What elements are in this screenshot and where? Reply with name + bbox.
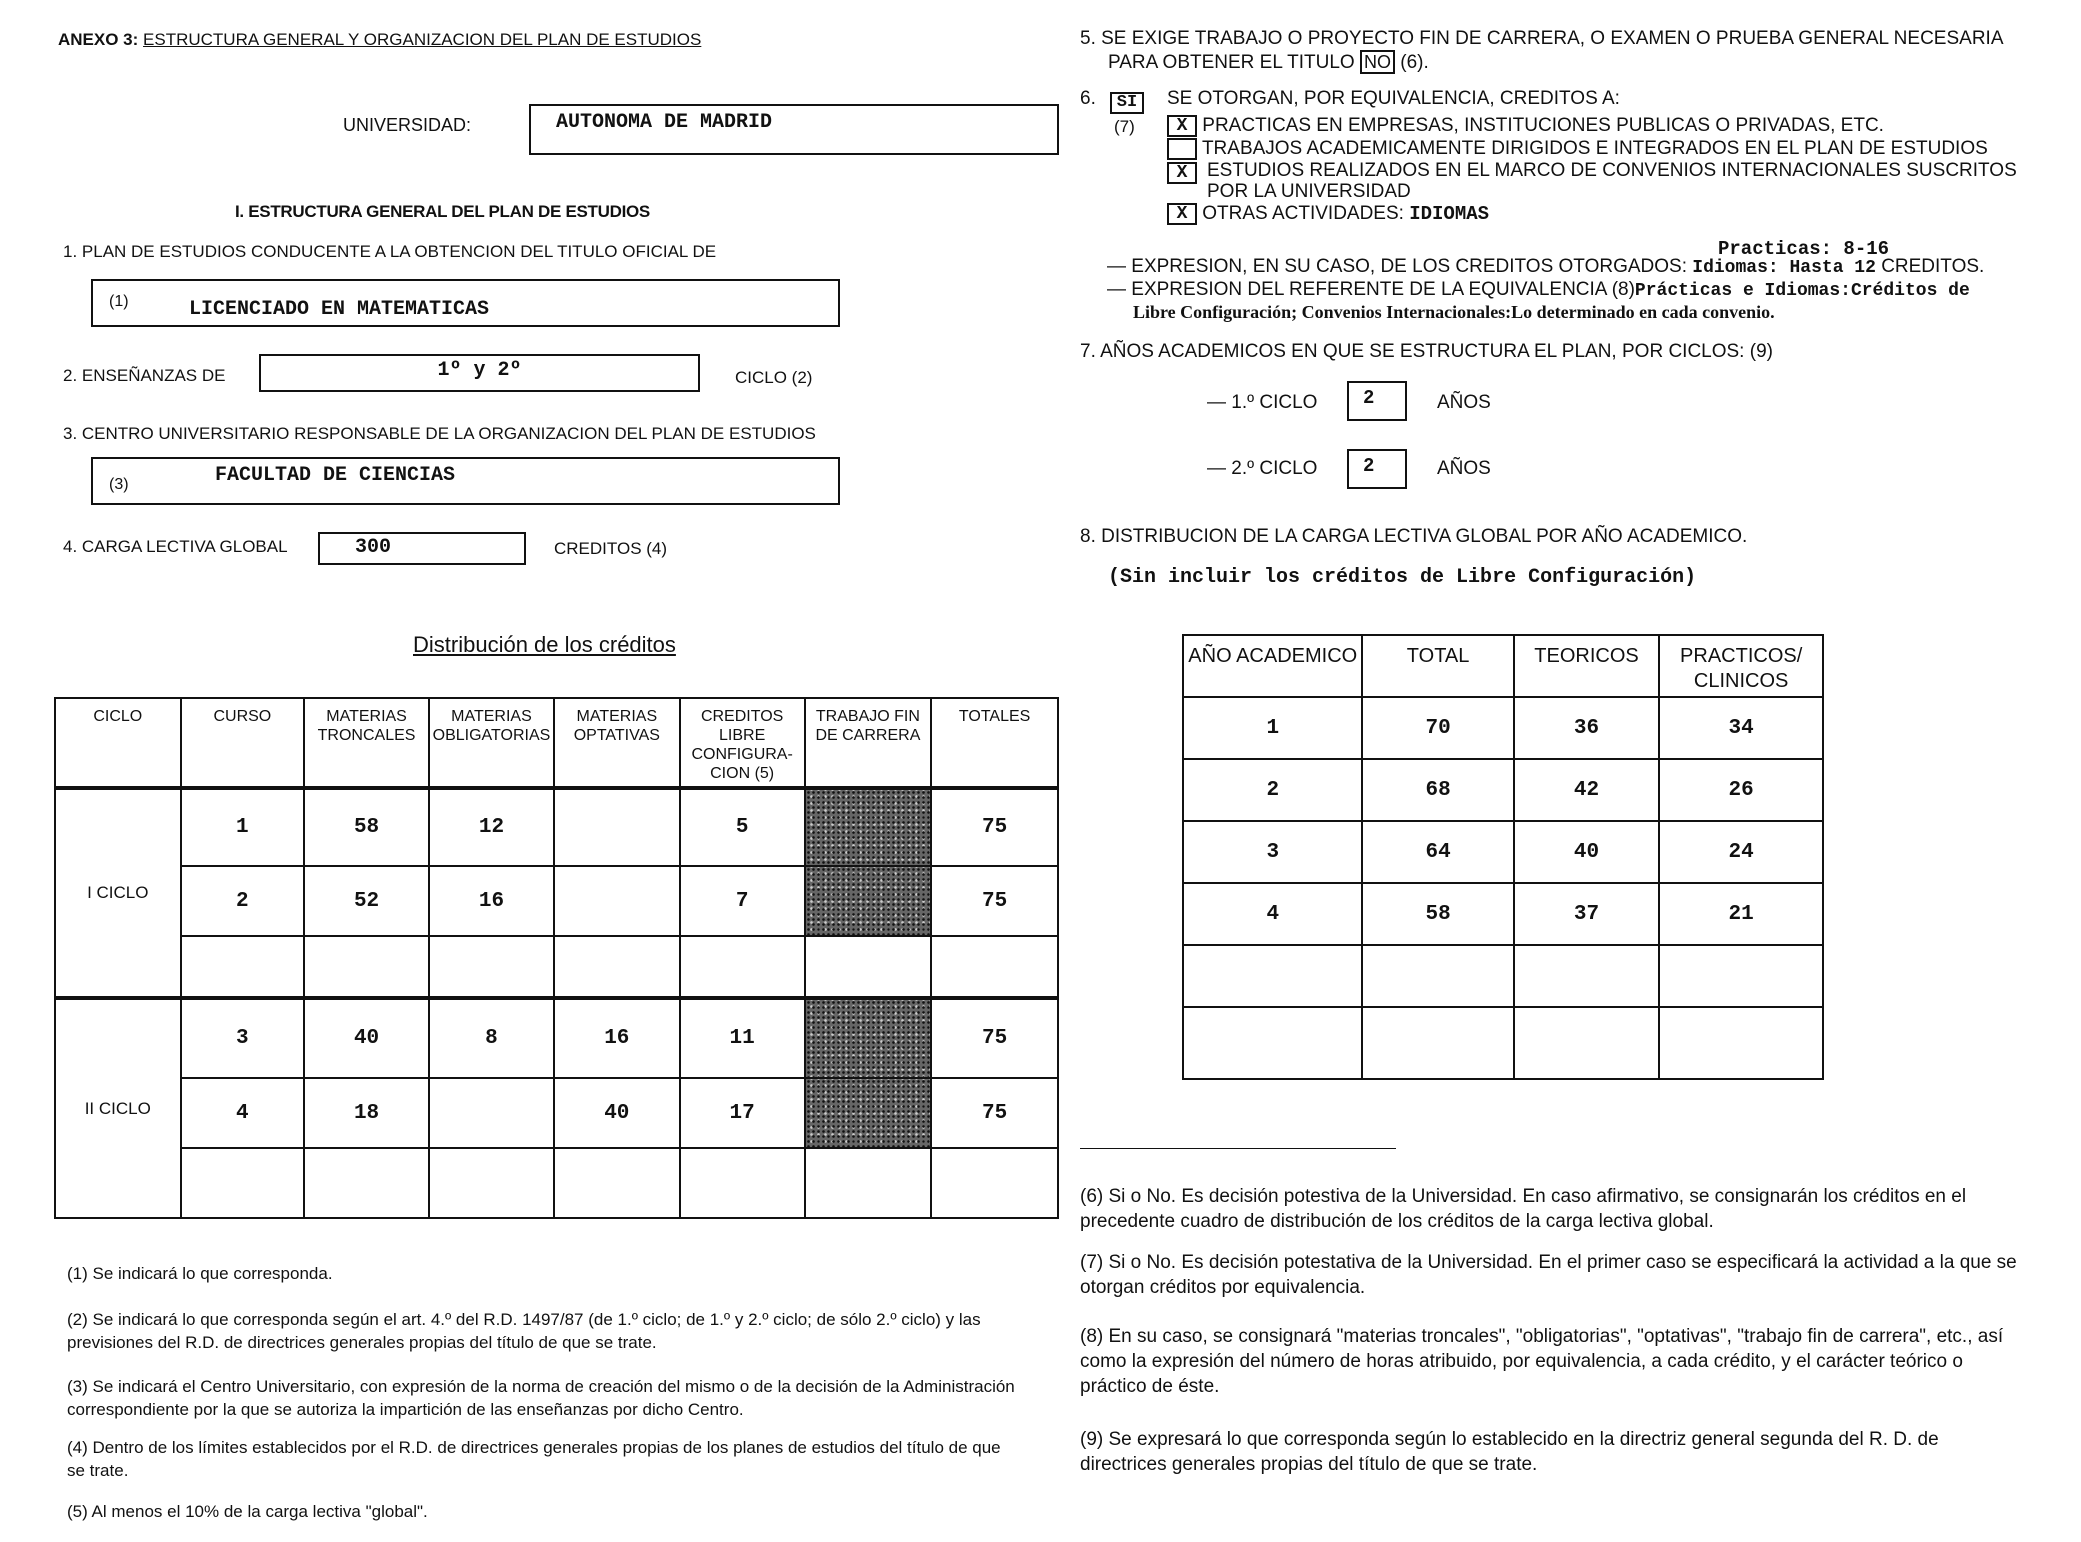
table-row bbox=[55, 788, 1058, 866]
annex-label: ANEXO 3: bbox=[58, 30, 139, 49]
footnote: (8) En su caso, se consignará "materias troncales", "obligatorias", "optativas", "trabajo fin de carrera", etc., así como la expresión del número de horas atribuido, por equivalencia, a cada crédito, y el carácter teórico o práctico de éste. bbox=[1080, 1326, 2004, 1397]
cell-troncales: 52 bbox=[304, 866, 429, 936]
col-header-obligatorias: MATERIAS OBLIGATORIAS bbox=[429, 698, 554, 788]
table-row bbox=[1183, 883, 1823, 945]
item5-ref: (6). bbox=[1400, 52, 1429, 73]
cell-year bbox=[1183, 1007, 1362, 1079]
footnote: (6) Si o No. Es decisión potestiva de la Universidad. En caso afirmativo, se consignarán los créditos en el precedente cuadro de distribución de los créditos de la carga lectiva global. bbox=[1080, 1186, 1967, 1232]
item5-line2 bbox=[1080, 50, 2004, 74]
option-text: TRABAJOS ACADEMICAMENTE DIRIGIDOS E INTEGRADOS EN EL PLAN DE ESTUDIOS bbox=[1201, 138, 1988, 159]
cell-optativas bbox=[554, 1148, 680, 1218]
col-header-practicos: PRACTICOS/ CLINICOS bbox=[1659, 635, 1823, 697]
item5-value: NO bbox=[1364, 52, 1391, 72]
section-title: I. ESTRUCTURA GENERAL DEL PLAN DE ESTUDIOS bbox=[235, 202, 650, 221]
ciclo1-value-box bbox=[1347, 381, 1407, 421]
cell-troncales: 58 bbox=[304, 788, 429, 866]
cell-practicos: 24 bbox=[1659, 821, 1823, 883]
cell-obligatorias: 12 bbox=[429, 788, 554, 866]
option-extra: IDIOMAS bbox=[1409, 203, 1490, 225]
col-header-totales: TOTALES bbox=[931, 698, 1058, 788]
item2-label: 2. ENSEÑANZAS DE bbox=[63, 366, 226, 385]
cell-optativas: 40 bbox=[554, 1078, 680, 1148]
footnote: (5) Al menos el 10% de la carga lectiva "global". bbox=[67, 1502, 428, 1521]
universidad-label: UNIVERSIDAD: bbox=[343, 115, 472, 135]
cell-obligatorias bbox=[429, 936, 554, 998]
item7-label: 7. AÑOS ACADEMICOS EN QUE SE ESTRUCTURA EL PLAN, POR CICLOS: (9) bbox=[1080, 341, 1773, 362]
cell-curso: 4 bbox=[181, 1078, 305, 1148]
option-otras bbox=[1167, 202, 2052, 226]
cell-obligatorias bbox=[429, 1078, 554, 1148]
universidad-field bbox=[529, 104, 1059, 155]
cell-totales: 75 bbox=[931, 788, 1058, 866]
cell-troncales: 18 bbox=[304, 1078, 429, 1148]
expr1-top: Practicas: 8-16 bbox=[1718, 238, 1890, 260]
table-row bbox=[55, 1148, 1058, 1218]
cell-troncales bbox=[304, 936, 429, 998]
cell-totales: 75 bbox=[931, 866, 1058, 936]
item1-label: 1. PLAN DE ESTUDIOS CONDUCENTE A LA OBTENCION DEL TITULO OFICIAL DE bbox=[63, 242, 717, 261]
expr1-value: Idiomas: Hasta 12 bbox=[1692, 258, 1876, 278]
cell-total: 70 bbox=[1362, 697, 1513, 759]
footnote: (4) Dentro de los límites establecidos por el R.D. de directrices generales propias de los planes de estudios del título de que se trate. bbox=[67, 1438, 1001, 1480]
ciclo2-unit: AÑOS bbox=[1437, 458, 1491, 479]
option-practicas bbox=[1167, 114, 2052, 137]
ensenanzas-value: 1º y 2º bbox=[437, 359, 522, 382]
titulo-value: LICENCIADO EN MATEMATICAS bbox=[189, 298, 490, 321]
centro-value: FACULTAD DE CIENCIAS bbox=[215, 464, 456, 487]
centro-ref: (3) bbox=[109, 476, 129, 493]
ciclo2-value: 2 bbox=[1363, 455, 1375, 477]
ciclo1-label: — 1.º CICLO bbox=[1207, 392, 1318, 413]
cell-optativas bbox=[554, 788, 680, 866]
cell-teoricos: 42 bbox=[1514, 759, 1660, 821]
year-table bbox=[1182, 634, 1824, 1080]
item5-text: 5. SE EXIGE TRABAJO O PROYECTO FIN DE CARRERA, O EXAMEN O PRUEBA GENERAL NECESARIA bbox=[1080, 28, 2004, 49]
cell-optativas: 16 bbox=[554, 998, 680, 1078]
cell-libre bbox=[680, 936, 805, 998]
ciclo2-label: — 2.º CICLO bbox=[1207, 458, 1318, 479]
creditos-suffix: CREDITOS (4) bbox=[554, 539, 668, 558]
item6-options bbox=[1167, 114, 2052, 226]
cell-year: 2 bbox=[1183, 759, 1362, 821]
cell-libre bbox=[680, 1148, 805, 1218]
cell-teoricos bbox=[1514, 945, 1660, 1007]
expr2-line2: Libre Configuración; Convenios Internacionales:Lo determinado en cada convenio. bbox=[1133, 302, 1775, 322]
cell-curso bbox=[181, 1148, 305, 1218]
ciclo1-value: 2 bbox=[1363, 387, 1375, 409]
item6-ref: (7) bbox=[1114, 117, 1135, 136]
cell-totales bbox=[931, 1148, 1058, 1218]
table-row bbox=[1183, 697, 1823, 759]
cell-libre: 17 bbox=[680, 1078, 805, 1148]
cell-total: 68 bbox=[1362, 759, 1513, 821]
cell-totales: 75 bbox=[931, 1078, 1058, 1148]
cell-year: 1 bbox=[1183, 697, 1362, 759]
cell-troncales bbox=[304, 1148, 429, 1218]
col-header-teoricos: TEORICOS bbox=[1514, 635, 1660, 697]
footnote: (2) Se indicará lo que corresponda según el art. 4.º del R.D. 1497/87 (de 1.º ciclo; de 1.º y 2.º ciclo; de sólo 2.º ciclo) y las previsiones del R.D. de directrices generales propias del título de que se trate. bbox=[67, 1310, 981, 1352]
cell-year: 3 bbox=[1183, 821, 1362, 883]
item6-number: 6. bbox=[1080, 88, 1096, 109]
cell-obligatorias: 8 bbox=[429, 998, 554, 1078]
carga-field bbox=[318, 532, 526, 565]
option-text: OTRAS ACTIVIDADES: bbox=[1202, 203, 1404, 224]
page-header bbox=[58, 30, 701, 50]
cell-totales bbox=[931, 936, 1058, 998]
cell-practicos: 26 bbox=[1659, 759, 1823, 821]
cell-curso: 2 bbox=[181, 866, 305, 936]
col-header-ciclo: CICLO bbox=[55, 698, 181, 788]
item6-value-box bbox=[1110, 92, 1144, 114]
option-text: ESTUDIOS REALIZADOS EN EL MARCO DE CONVENIOS INTERNACIONALES SUSCRITOS POR LA UNIVERSIDAD bbox=[1207, 160, 2017, 202]
checkbox-convenios: X bbox=[1167, 162, 1197, 184]
cell-trabajo-shaded bbox=[805, 998, 932, 1078]
universidad-value: AUTONOMA DE MADRID bbox=[556, 111, 773, 134]
cell-curso: 3 bbox=[181, 998, 305, 1078]
cell-trabajo bbox=[805, 936, 932, 998]
page-title: ESTRUCTURA GENERAL Y ORGANIZACION DEL PLAN DE ESTUDIOS bbox=[143, 30, 702, 49]
expr1-label: — EXPRESION, EN SU CASO, DE LOS CREDITOS OTORGADOS: bbox=[1107, 256, 1687, 277]
cell-trabajo-shaded bbox=[805, 1078, 932, 1148]
col-header-optativas: MATERIAS OPTATIVAS bbox=[554, 698, 680, 788]
checkbox-trabajos bbox=[1167, 138, 1197, 160]
titulo-ref: (1) bbox=[109, 293, 129, 310]
option-convenios bbox=[1167, 160, 2052, 202]
cell-practicos: 21 bbox=[1659, 883, 1823, 945]
cell-year bbox=[1183, 945, 1362, 1007]
footnote: (7) Si o No. Es decisión potestativa de la Universidad. En el primer caso se especificará la actividad a la que se otorgan créditos por equivalencia. bbox=[1080, 1252, 2017, 1298]
cell-obligatorias: 16 bbox=[429, 866, 554, 936]
cell-trabajo-shaded bbox=[805, 788, 932, 866]
checkbox-practicas: X bbox=[1167, 115, 1197, 137]
footnote: (9) Se expresará lo que corresponda según lo establecido en la directriz general segunda del R. D. de directrices generales propias del título de que se trate. bbox=[1080, 1429, 1939, 1475]
cell-practicos bbox=[1659, 1007, 1823, 1079]
cell-teoricos bbox=[1514, 1007, 1660, 1079]
credits-table bbox=[54, 697, 1059, 1219]
cell-teoricos: 37 bbox=[1514, 883, 1660, 945]
item8-note: (Sin incluir los créditos de Libre Configuración) bbox=[1108, 566, 1697, 589]
cell-total bbox=[1362, 1007, 1513, 1079]
item5-value-box bbox=[1360, 50, 1395, 74]
cell-teoricos: 36 bbox=[1514, 697, 1660, 759]
item4-label: 4. CARGA LECTIVA GLOBAL bbox=[63, 537, 288, 556]
cell-trabajo bbox=[805, 1148, 932, 1218]
table-row bbox=[1183, 1007, 1823, 1079]
ciclo-suffix: CICLO (2) bbox=[735, 368, 813, 387]
footnote: (1) Se indicará lo que corresponda. bbox=[67, 1264, 333, 1283]
table-row bbox=[1183, 821, 1823, 883]
cycle-label: I CICLO bbox=[55, 788, 181, 998]
cell-trabajo-shaded bbox=[805, 866, 932, 936]
table-row bbox=[1183, 945, 1823, 1007]
carga-value: 300 bbox=[355, 536, 392, 559]
checkbox-otras: X bbox=[1167, 203, 1197, 225]
cell-optativas bbox=[554, 866, 680, 936]
col-header-troncales: MATERIAS TRONCALES bbox=[304, 698, 429, 788]
item6-label: SE OTORGAN, POR EQUIVALENCIA, CREDITOS A: bbox=[1167, 88, 1620, 109]
item8-label: 8. DISTRIBUCION DE LA CARGA LECTIVA GLOBAL POR AÑO ACADEMICO. bbox=[1080, 526, 1748, 547]
table-row bbox=[55, 1078, 1058, 1148]
footnote: (3) Se indicará el Centro Universitario, con expresión de la norma de creación del mismo o de la decisión de la Administración correspondiente por la que se autoriza la impartición de las enseñanzas por dicho Centro. bbox=[67, 1377, 1015, 1419]
cell-libre: 11 bbox=[680, 998, 805, 1078]
cell-total bbox=[1362, 945, 1513, 1007]
col-header-trabajo: TRABAJO FIN DE CARRERA bbox=[805, 698, 932, 788]
expr1 bbox=[1107, 256, 1984, 278]
item5 bbox=[1080, 27, 2004, 74]
expr2-label: — EXPRESION DEL REFERENTE DE LA EQUIVALENCIA (8) bbox=[1107, 279, 1635, 300]
table-row bbox=[55, 936, 1058, 998]
col-header-total: TOTAL bbox=[1362, 635, 1513, 697]
cell-curso: 1 bbox=[181, 788, 305, 866]
cell-practicos: 34 bbox=[1659, 697, 1823, 759]
cell-year: 4 bbox=[1183, 883, 1362, 945]
ciclo2-value-box bbox=[1347, 449, 1407, 489]
cell-optativas bbox=[554, 936, 680, 998]
cell-obligatorias bbox=[429, 1148, 554, 1218]
credits-table-title: Distribución de los créditos bbox=[413, 632, 676, 657]
cell-totales: 75 bbox=[931, 998, 1058, 1078]
cell-teoricos: 40 bbox=[1514, 821, 1660, 883]
cycle-label: II CICLO bbox=[55, 998, 181, 1218]
option-trabajos bbox=[1167, 137, 2052, 160]
cell-total: 64 bbox=[1362, 821, 1513, 883]
expr1-suffix: CREDITOS. bbox=[1881, 256, 1985, 277]
ciclo1-unit: AÑOS bbox=[1437, 392, 1491, 413]
cell-total: 58 bbox=[1362, 883, 1513, 945]
expr2 bbox=[1107, 279, 1970, 301]
cell-curso bbox=[181, 936, 305, 998]
item6-value: SI bbox=[1116, 93, 1138, 112]
cell-troncales: 40 bbox=[304, 998, 429, 1078]
titulo-field bbox=[91, 279, 840, 327]
cell-libre: 7 bbox=[680, 866, 805, 936]
item5-label: PARA OBTENER EL TITULO bbox=[1108, 52, 1355, 73]
cell-practicos bbox=[1659, 945, 1823, 1007]
centro-field bbox=[91, 457, 840, 505]
table-row bbox=[1183, 759, 1823, 821]
expr2-value: Prácticas e Idiomas:Créditos de bbox=[1634, 281, 1970, 301]
col-header-curso: CURSO bbox=[181, 698, 305, 788]
option-text: PRACTICAS EN EMPRESAS, INSTITUCIONES PUBLICAS O PRIVADAS, ETC. bbox=[1202, 115, 1884, 136]
ensenanzas-field bbox=[259, 354, 700, 392]
cell-libre: 5 bbox=[680, 788, 805, 866]
col-header-ano: AÑO ACADEMICO bbox=[1183, 635, 1362, 697]
footnote-divider bbox=[1080, 1148, 1396, 1149]
item3-label: 3. CENTRO UNIVERSITARIO RESPONSABLE DE LA ORGANIZACION DEL PLAN DE ESTUDIOS bbox=[63, 424, 816, 443]
col-header-libre: CREDITOS LIBRE CONFIGURA-CION (5) bbox=[680, 698, 805, 788]
table-row bbox=[55, 998, 1058, 1078]
table-row bbox=[55, 866, 1058, 936]
